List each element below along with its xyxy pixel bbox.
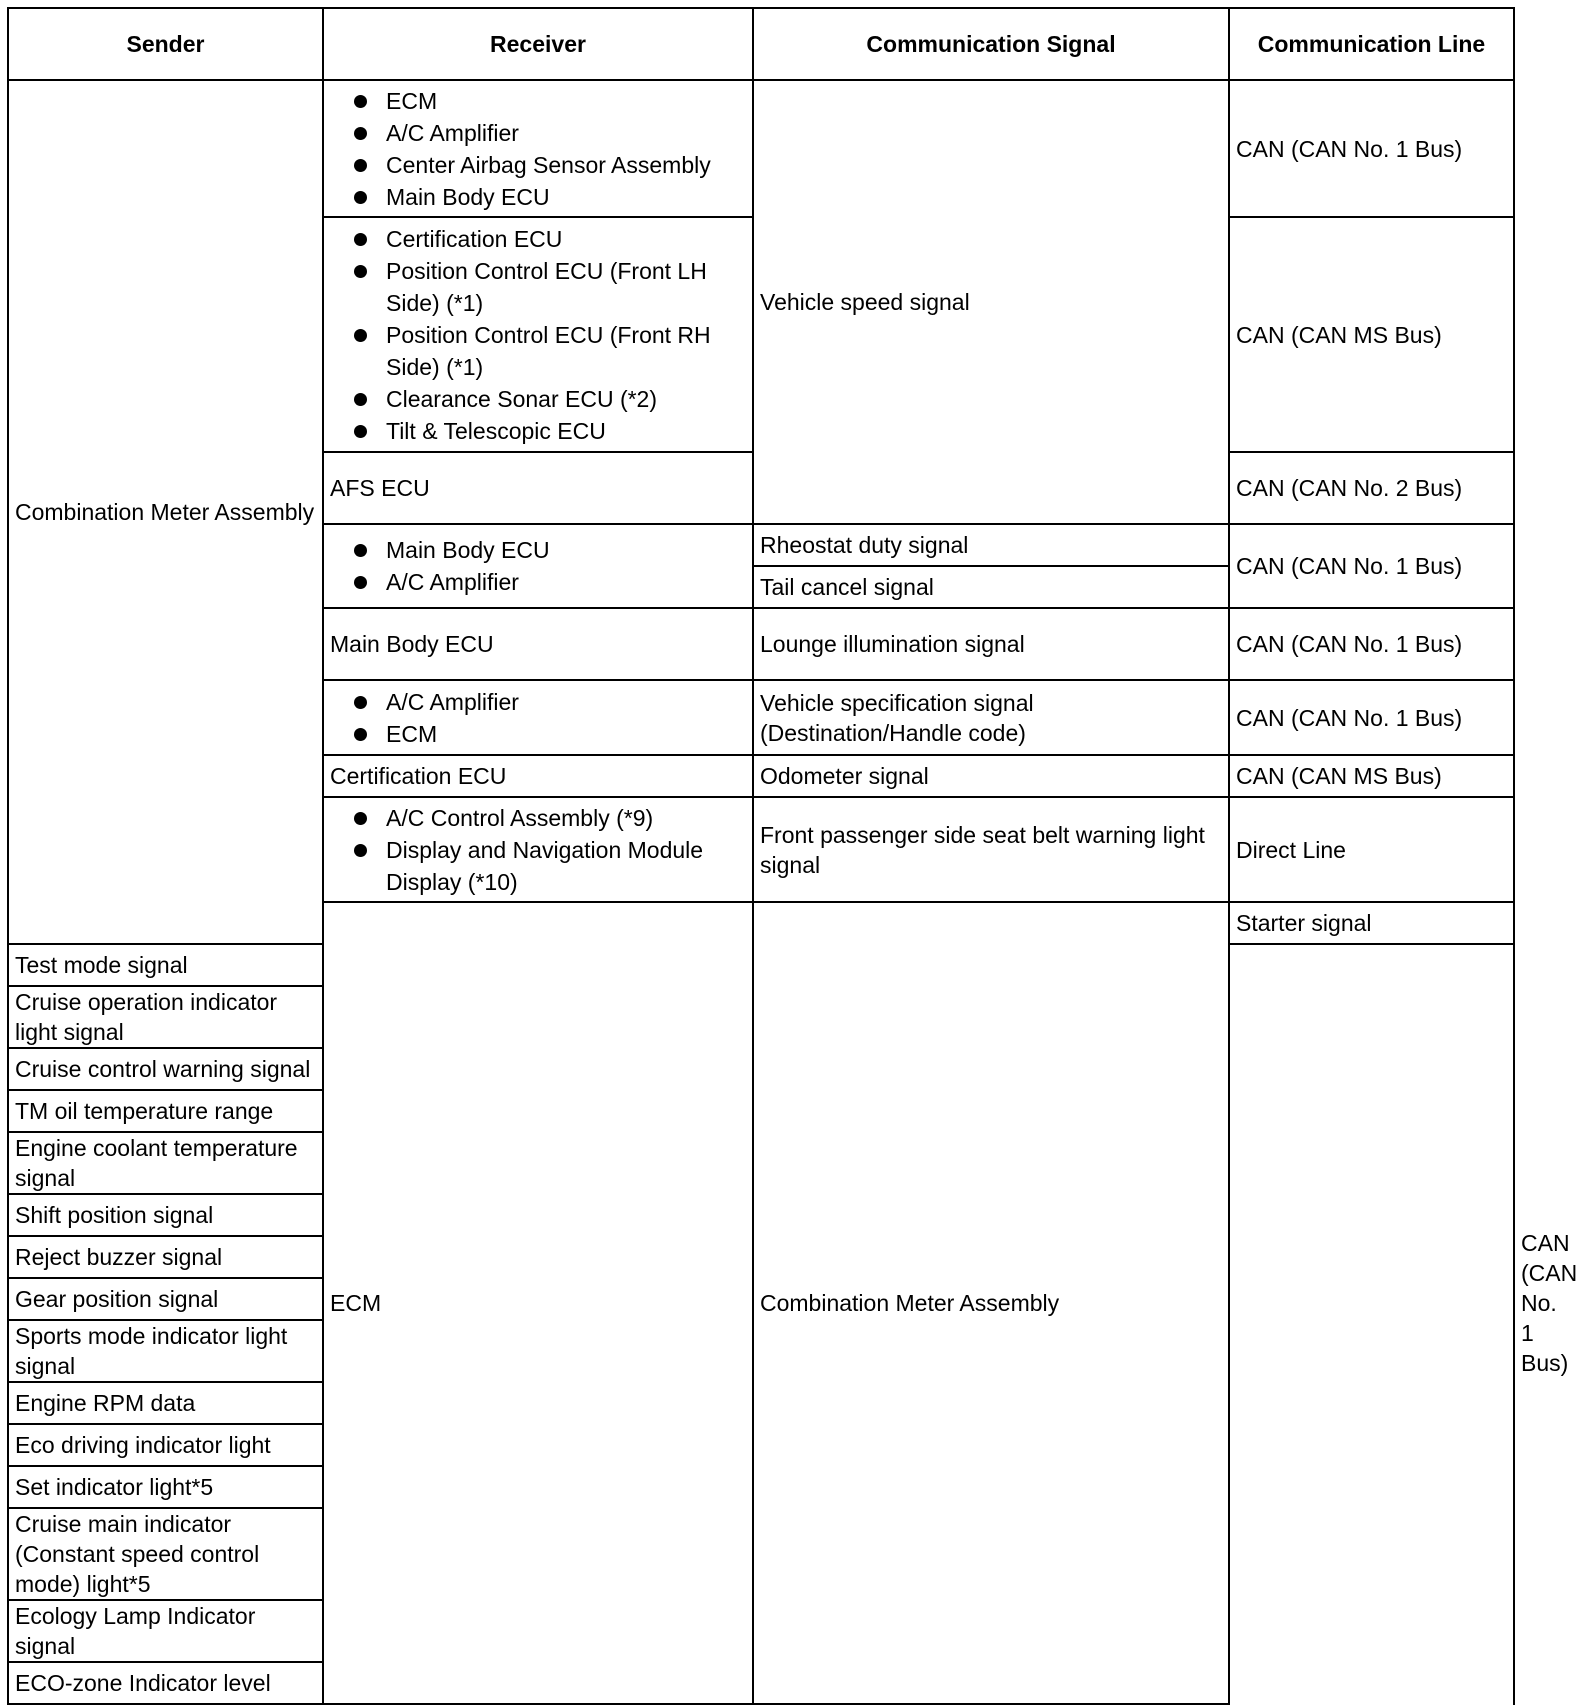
receiver-cell (323, 797, 753, 902)
signal-cell: Reject buzzer signal (8, 1236, 323, 1278)
line-cell: Direct Line (1229, 797, 1514, 902)
line-cell: CAN (CAN No. 1 Bus) (1229, 608, 1514, 680)
signal-cell: Cruise operation indicator light signal (8, 986, 323, 1048)
list-item: Position Control ECU (Front RH Side) (*1) (352, 319, 746, 383)
signal-cell: Cruise control warning signal (8, 1048, 323, 1090)
header-signal: Communication Signal (753, 8, 1229, 80)
receiver-cell (323, 524, 753, 608)
line-cell: CAN (CAN MS Bus) (1229, 755, 1514, 797)
line-cell: CAN (CAN MS Bus) (1229, 217, 1514, 452)
list-item: Certification ECU (352, 223, 746, 255)
signal-cell: Ecology Lamp Indicator signal (8, 1600, 323, 1662)
signal-cell: Gear position signal (8, 1278, 323, 1320)
header-line: Communication Line (1229, 8, 1514, 80)
line-cell: CAN (CAN No. 2 Bus) (1229, 452, 1514, 524)
receiver-list (330, 534, 746, 598)
list-item: Center Airbag Sensor Assembly (352, 149, 746, 181)
signal-cell: Shift position signal (8, 1194, 323, 1236)
list-item: A/C Amplifier (352, 686, 746, 718)
list-item: Main Body ECU (352, 181, 746, 213)
table-row (8, 80, 1514, 217)
communication-table (7, 7, 1577, 1705)
sender-cell: Combination Meter Assembly (8, 80, 323, 944)
signal-cell: Tail cancel signal (753, 566, 1229, 608)
list-item: A/C Control Assembly (*9) (352, 802, 746, 834)
list-item: Tilt & Telescopic ECU (352, 415, 746, 447)
signal-cell: Odometer signal (753, 755, 1229, 797)
list-item: Main Body ECU (352, 534, 746, 566)
receiver-cell: Certification ECU (323, 755, 753, 797)
line-cell: CAN (CAN No. 1 Bus) (1229, 680, 1514, 755)
receiver-list (330, 85, 746, 213)
signal-cell: Test mode signal (8, 944, 323, 986)
list-item: Display and Navigation Module Display (*10) (352, 834, 746, 898)
signal-cell: Lounge illumination signal (753, 608, 1229, 680)
signal-cell: Sports mode indicator light signal (8, 1320, 323, 1382)
signal-cell: TM oil temperature range (8, 1090, 323, 1132)
header-receiver: Receiver (323, 8, 753, 80)
list-item: A/C Amplifier (352, 117, 746, 149)
signal-cell: Vehicle speed signal (753, 80, 1229, 524)
signal-cell: Starter signal (1229, 902, 1514, 944)
receiver-list (330, 686, 746, 750)
receiver-cell (323, 217, 753, 452)
line-cell: CAN (CAN No. 1 Bus) (1229, 524, 1514, 608)
header-row (8, 8, 1514, 80)
signal-cell: Eco driving indicator light (8, 1424, 323, 1466)
signal-cell: Vehicle specification signal (Destination/Handle code) (753, 680, 1229, 755)
line-cell: CAN (CAN No. 1 Bus) (1229, 80, 1514, 217)
signal-cell: Engine RPM data (8, 1382, 323, 1424)
signal-cell: ECO-zone Indicator level (8, 1662, 323, 1704)
receiver-list (330, 223, 746, 447)
list-item: ECM (352, 718, 746, 750)
list-item: Position Control ECU (Front LH Side) (*1) (352, 255, 746, 319)
table-row: ECM Combination Meter Assembly Starter signal CAN (CAN No. 1 Bus) (8, 902, 1514, 944)
sender-cell: ECM (323, 902, 753, 1704)
receiver-cell: Combination Meter Assembly (753, 902, 1229, 1704)
signal-cell: Engine coolant temperature signal (8, 1132, 323, 1194)
signal-cell: Set indicator light*5 (8, 1466, 323, 1508)
receiver-cell: AFS ECU (323, 452, 753, 524)
signal-cell: Rheostat duty signal (753, 524, 1229, 566)
header-sender: Sender (8, 8, 323, 80)
receiver-cell: Main Body ECU (323, 608, 753, 680)
receiver-cell (323, 80, 753, 217)
receiver-list (330, 802, 746, 898)
signal-cell: Cruise main indicator (Constant speed control mode) light*5 (8, 1508, 323, 1600)
list-item: A/C Amplifier (352, 566, 746, 598)
signal-cell: Front passenger side seat belt warning light signal (753, 797, 1229, 902)
list-item: Clearance Sonar ECU (*2) (352, 383, 746, 415)
list-item: ECM (352, 85, 746, 117)
receiver-cell (323, 680, 753, 755)
